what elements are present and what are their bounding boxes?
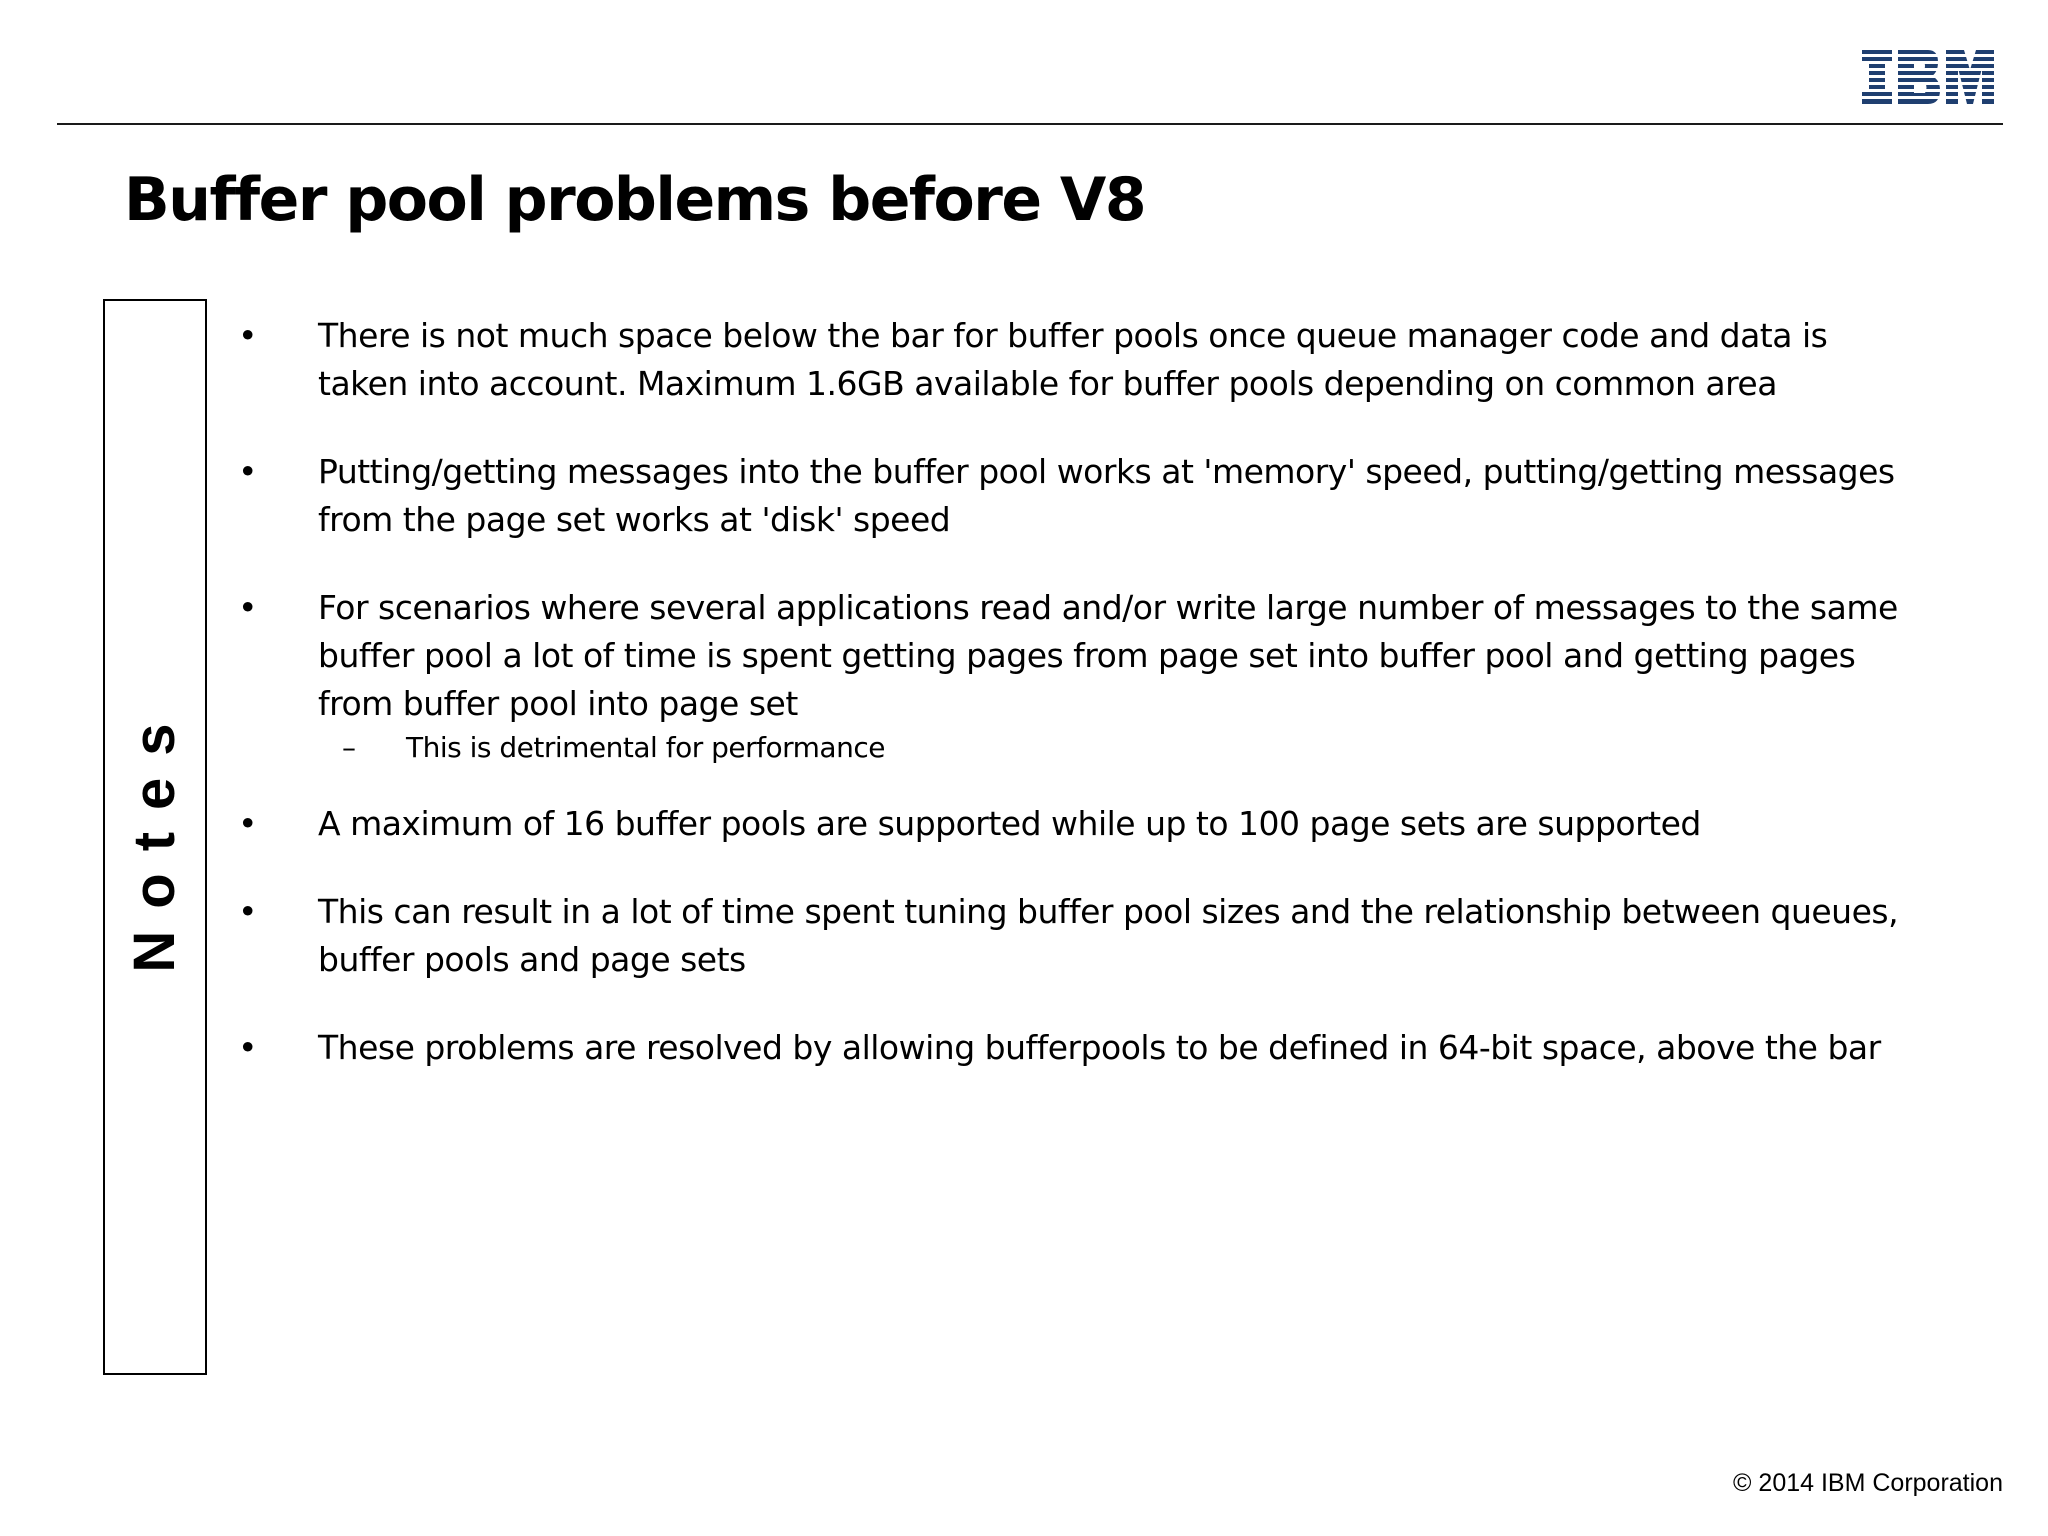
ibm-logo-icon (1862, 50, 1994, 104)
list-item (238, 448, 1918, 544)
list-item (238, 312, 1918, 408)
bullet-text: Putting/getting messages into the buffer pool works at 'memory' speed, putting/getting messages from the page set works at 'disk' speed (318, 452, 1895, 539)
bullet-text: These problems are resolved by allowing bufferpools to be defined in 64-bit space, above the bar (318, 1028, 1881, 1067)
bullet-text: There is not much space below the bar for buffer pools once queue manager code and data is taken into account. Maximum 1.6GB available for buffer pools depending on common area (318, 316, 1828, 403)
list-item (238, 800, 1918, 848)
copyright-text: © 2014 IBM Corporation (1733, 1469, 2003, 1497)
bullet-icon: • (238, 892, 257, 931)
sub-bullet-list (318, 728, 1918, 768)
notes-panel (103, 299, 207, 1375)
bullet-text: This can result in a lot of time spent tuning buffer pool sizes and the relationship between queues, buffer pools and page sets (318, 892, 1899, 979)
header-divider (57, 123, 2003, 125)
bullet-icon: • (238, 588, 257, 627)
list-item (238, 888, 1918, 984)
bullet-icon: • (238, 1028, 257, 1067)
notes-label: Notes (122, 701, 187, 973)
bullet-icon: • (238, 452, 257, 491)
list-item (238, 1024, 1918, 1072)
bullet-text: A maximum of 16 buffer pools are supported while up to 100 page sets are supported (318, 804, 1701, 843)
page-title: Buffer pool problems before V8 (124, 165, 1146, 235)
dash-icon: – (342, 731, 356, 764)
bullet-text: For scenarios where several applications read and/or write large number of messages to the same buffer pool a lot of time is spent getting pages from page set into buffer pool and getting pages from buffer pool into page set (318, 588, 1898, 723)
bullet-list (238, 312, 1918, 1112)
bullet-icon: • (238, 316, 257, 355)
list-item (238, 584, 1918, 768)
sub-list-item (318, 728, 1918, 768)
bullet-icon: • (238, 804, 257, 843)
sub-bullet-text: This is detrimental for performance (406, 731, 885, 764)
